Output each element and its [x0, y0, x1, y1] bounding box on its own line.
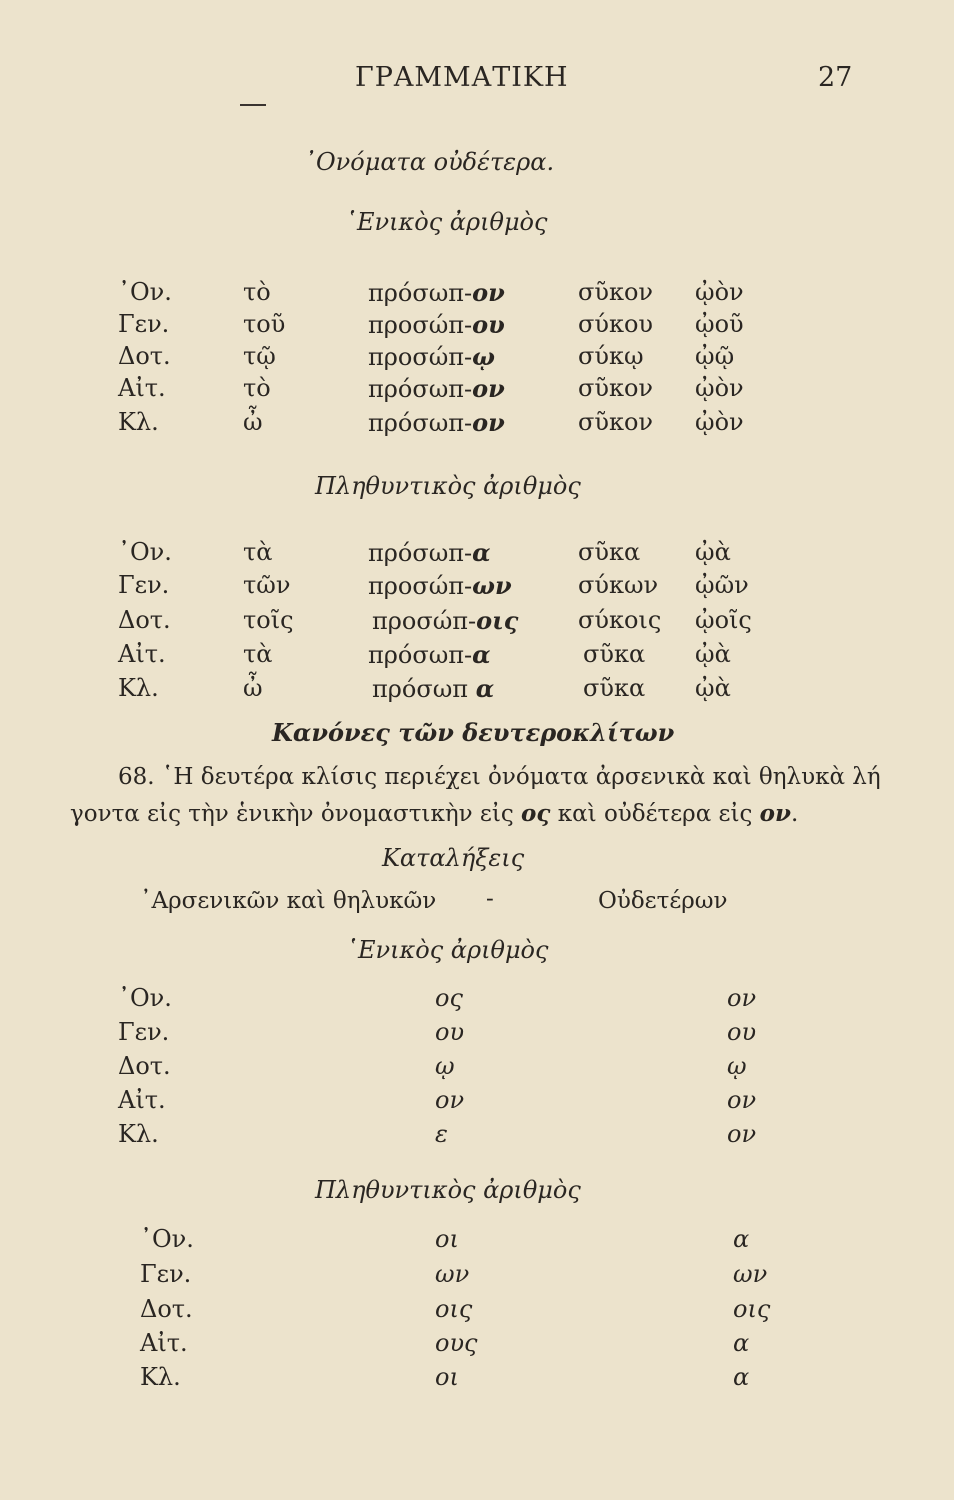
stem: πρόσωπ- [368, 375, 473, 403]
section-title-second-declension-rules: Κανόνες τῶν δευτεροκλίτων [272, 718, 675, 747]
masc-ending: ους [435, 1329, 478, 1357]
table-row [0, 1225, 954, 1259]
case-label: ᾿Ον. [118, 538, 172, 566]
masc-ending: ῳ [435, 1052, 455, 1080]
ending-on: ον [759, 800, 791, 827]
table-row [0, 1018, 954, 1052]
masc-fem-label: ᾿Αρσενικῶν καὶ θηλυκῶν [140, 888, 437, 914]
ending: ων [472, 571, 512, 600]
ornament-mark [240, 104, 266, 106]
word-prosopon [368, 374, 505, 403]
singular-heading: ῾Ενικὸς ἀριθμὸς [345, 208, 548, 236]
table-row [0, 374, 954, 408]
word-prosopa [368, 571, 512, 600]
word-prosopon [368, 342, 495, 371]
word-prosopon [368, 310, 505, 339]
neuter-ending: ον [727, 1086, 757, 1114]
table-row [0, 640, 954, 674]
case-label: Δοτ. [118, 606, 171, 634]
table-row [0, 674, 954, 708]
case-label: ᾿Ον. [118, 984, 172, 1012]
word-oon: ᾠῷ [695, 342, 735, 370]
masc-ending: ε [435, 1120, 448, 1148]
stem: πρόσωπ- [368, 409, 473, 437]
stem: προσώπ- [372, 607, 477, 635]
ending: ον [472, 278, 505, 307]
word-syka: σύκων [578, 571, 659, 599]
stem: προσώπ- [368, 311, 473, 339]
table-row [0, 342, 954, 376]
word-oa: ᾠὰ [695, 640, 731, 668]
word-prosopa [368, 538, 491, 567]
neuter-ending: ον [727, 984, 757, 1012]
word-prosopon [368, 408, 505, 437]
ending: οις [476, 606, 519, 635]
case-label: Γεν. [140, 1260, 192, 1288]
table-row [0, 1329, 954, 1363]
ending: α [472, 538, 491, 567]
article: τὸ [243, 374, 271, 402]
neuter-ending: α [733, 1363, 750, 1391]
table-row [0, 278, 954, 312]
case-label: Γεν. [118, 310, 170, 338]
text: γοντα εἰς τὴν ἑνικὴν ὀνομαστικὴν εἰς [70, 801, 522, 827]
case-label: Κλ. [118, 408, 159, 436]
word-oa: ᾠοῖς [695, 606, 752, 634]
table-row [0, 1120, 954, 1154]
section-title-neuter-nouns: ᾿Ονόματα οὐδέτερα. [304, 148, 555, 176]
article: ὦ [243, 408, 263, 436]
word-oon: ᾠοῦ [695, 310, 744, 338]
word-oa: ᾠῶν [695, 571, 749, 599]
stem: πρόσωπ- [368, 539, 473, 567]
table-row [0, 408, 954, 442]
table-row [0, 984, 954, 1018]
word-prosopa [372, 606, 518, 635]
plural-heading: Πληθυντικὸς ἀριθμὸς [315, 472, 581, 500]
case-label: Δοτ. [118, 342, 171, 370]
article: τοῦ [243, 310, 286, 338]
case-label: Κλ. [118, 674, 159, 702]
case-label: Γεν. [118, 571, 170, 599]
table-row [0, 1260, 954, 1294]
endings-singular-heading: ῾Ενικὸς ἀριθμὸς [346, 936, 549, 964]
table-row [0, 310, 954, 344]
article: τῷ [243, 342, 276, 370]
word-oa: ᾠὰ [695, 674, 731, 702]
ending: ου [472, 310, 505, 339]
masc-ending: οις [435, 1295, 473, 1323]
table-row [0, 1086, 954, 1120]
word-sykon: σύκῳ [578, 342, 644, 370]
word-sykon: σῦκον [578, 278, 654, 306]
neuter-ending: ων [733, 1260, 768, 1288]
word-prosopa [372, 674, 494, 703]
page-number: 27 [818, 62, 853, 93]
case-label: Δοτ. [118, 1052, 171, 1080]
case-label: Αἰτ. [118, 374, 166, 402]
stem: προσώπ- [368, 343, 473, 371]
case-label: Δοτ. [140, 1295, 193, 1323]
masc-ending: οι [435, 1225, 459, 1253]
neuter-ending: ῳ [727, 1052, 747, 1080]
endings-plural-heading: Πληθυντικὸς ἀριθμὸς [315, 1176, 581, 1204]
table-row [0, 1295, 954, 1329]
paragraph-68-line2 [70, 800, 798, 827]
word-prosopa [368, 640, 491, 669]
article: τὰ [243, 640, 273, 668]
article: τῶν [243, 571, 291, 599]
article: τοῖς [243, 606, 294, 634]
table-row [0, 1363, 954, 1397]
masc-ending: οι [435, 1363, 459, 1391]
word-oon: ᾠὸν [695, 408, 744, 436]
dash: - [486, 886, 494, 912]
table-row [0, 606, 954, 640]
ending: ον [472, 408, 505, 437]
ending: α [472, 640, 491, 669]
ending: α [475, 674, 495, 703]
case-label: Αἰτ. [140, 1329, 188, 1357]
stem: πρόσωπ- [368, 279, 473, 307]
neuter-ending: ου [727, 1018, 757, 1046]
table-row [0, 538, 954, 572]
ending: ῳ [472, 342, 496, 371]
masc-ending: ων [435, 1260, 470, 1288]
neuter-ending: ον [727, 1120, 757, 1148]
text: . [790, 801, 799, 827]
case-label: Γεν. [118, 1018, 170, 1046]
table-row [0, 1052, 954, 1086]
masc-ending: ον [435, 1086, 465, 1114]
masc-ending: ου [435, 1018, 465, 1046]
word-oon: ᾠὸν [695, 374, 744, 402]
word-sykon: σύκου [578, 310, 654, 338]
stem: προσώπ- [368, 572, 473, 600]
text: καὶ οὐδέτερα εἰς [550, 801, 760, 827]
word-sykon: σῦκον [578, 408, 654, 436]
word-syka: σύκοις [578, 606, 662, 634]
word-oon: ᾠὸν [695, 278, 744, 306]
neuter-ending: οις [733, 1295, 771, 1323]
masc-ending: ος [435, 984, 463, 1012]
case-label: Αἰτ. [118, 640, 166, 668]
table-row [0, 571, 954, 605]
stem: πρόσωπ [372, 675, 476, 703]
article: τὸ [243, 278, 271, 306]
case-label: Κλ. [118, 1120, 159, 1148]
word-syka: σῦκα [583, 674, 646, 702]
case-label: ᾿Ον. [140, 1225, 194, 1253]
case-label: Κλ. [140, 1363, 181, 1391]
endings-heading: Καταλήξεις [382, 844, 525, 872]
neuter-ending: α [733, 1329, 750, 1357]
article: ὦ [243, 674, 263, 702]
word-syka: σῦκα [578, 538, 641, 566]
word-oa: ᾠὰ [695, 538, 731, 566]
neuter-label: Οὐδετέρων [598, 888, 728, 914]
word-syka: σῦκα [583, 640, 646, 668]
article: τὰ [243, 538, 273, 566]
neuter-ending: α [733, 1225, 750, 1253]
word-sykon: σῦκον [578, 374, 654, 402]
ending: ον [472, 374, 505, 403]
running-header: ΓΡΑΜΜΑΤΙΚΗ [355, 62, 569, 93]
stem: πρόσωπ- [368, 641, 473, 669]
ending-os: ος [521, 800, 551, 827]
case-label: Αἰτ. [118, 1086, 166, 1114]
word-prosopon [368, 278, 505, 307]
case-label: ᾿Ον. [118, 278, 172, 306]
paragraph-68-line1: 68. ῾Η δευτέρα κλίσις περιέχει ὀνόματα ἀρσενικὰ καὶ θηλυκὰ λή [118, 764, 881, 790]
